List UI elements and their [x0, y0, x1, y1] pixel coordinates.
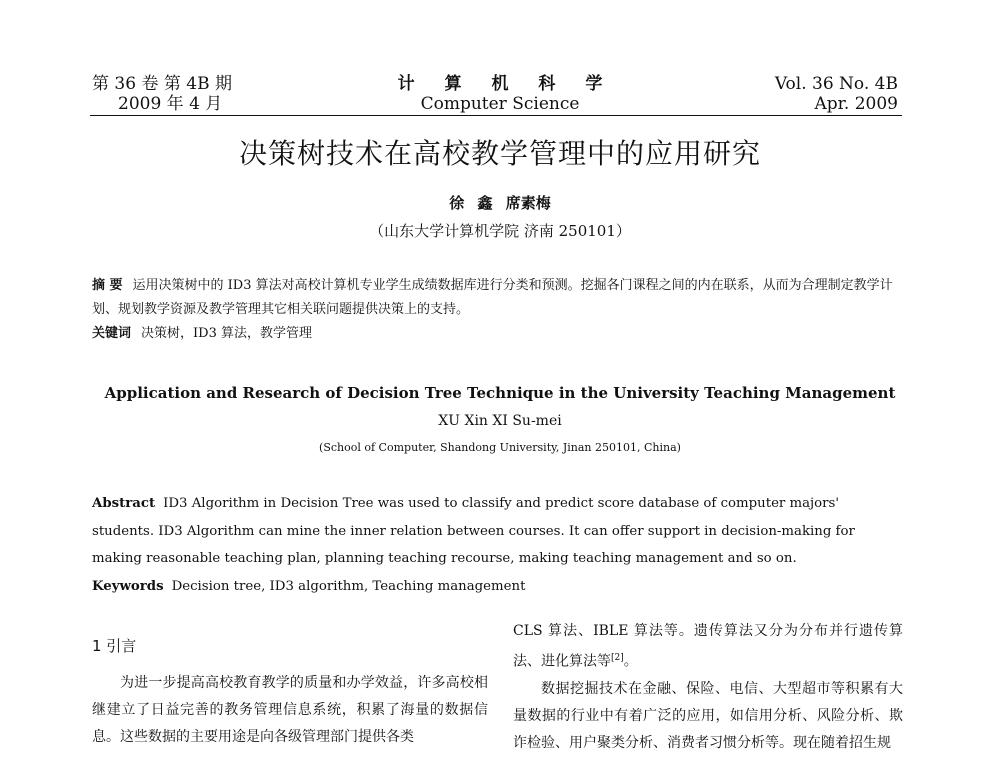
affiliation-en: (School of Computer, Shandong University, Jinan 250101, China) [319, 441, 681, 454]
header-journal [380, 74, 620, 114]
header-rule [90, 115, 902, 116]
volume-cn: 第 36 卷 第 4B 期 [92, 74, 232, 94]
citation-ref: [2] [611, 653, 624, 663]
paper-title-cn: 决策树技术在高校教学管理中的应用研究 [238, 137, 761, 170]
abstract-en-label: Abstract [92, 496, 156, 511]
header-volume-date-cn [92, 74, 232, 114]
abstract-cn-block [92, 274, 900, 346]
abstract-cn [92, 274, 900, 322]
abstract-en-text: ID3 Algorithm in Decision Tree was used to classify and predict score database of computer majors' students. ID3 Algorithm can mine the inner relation between courses. It can offer support in decision-making for making reasonable teaching plan, planning teaching recourse, making teaching management and so on. [92, 496, 855, 566]
keywords-cn [92, 322, 900, 346]
keywords-cn-text: 决策树，ID3 算法，教学管理 [141, 326, 312, 341]
authors-cn: 徐 鑫 席素梅 [449, 194, 551, 212]
intro-paragraph-2: 数据挖掘技术在金融、保险、电信、大型超市等积累有大量数据的行业中有着广泛的应用，如信用分析、风险分析、欺诈检验、用户聚类分析、消费者习惯分析等。现在随着招生规 [513, 680, 903, 751]
volume-en: Vol. 36 No. 4B [774, 74, 898, 94]
intro-paragraph-continued [513, 618, 903, 676]
intro-paragraph-continued-text: CLS 算法、IBLE 算法等。遗传算法又分为分布并行遗传算法、进化算法等 [513, 623, 903, 670]
keywords-en-label: Keywords [92, 578, 164, 594]
section-heading: 1 引言 [92, 637, 137, 655]
body-right-column [513, 618, 903, 757]
intro-paragraph-continued-end: 。 [623, 653, 638, 670]
journal-name-cn: 计 算 机 科 学 [397, 74, 615, 94]
keywords-en [92, 573, 900, 601]
abstract-cn-text: 运用决策树中的 ID3 算法对高校计算机专业学生成绩数据库进行分类和预测。挖掘各门课程之间的内在联系，从而为合理制定教学计划、规划教学资源及教学管理其它相关联问题提供决策上的支持。 [92, 278, 893, 317]
journal-name-en: Computer Science [420, 94, 580, 114]
affiliation-cn: （山东大学计算机学院 济南 250101） [369, 222, 631, 240]
keywords-cn-label: 关键词 [92, 326, 132, 341]
date-en: Apr. 2009 [814, 94, 898, 114]
intro-paragraph-1: 为进一步提高高校教育教学的质量和办学效益，许多高校相继建立了日益完善的教务管理信息系统，积累了海量的数据信息。这些数据的主要用途是向各级管理部门提供各类 [92, 675, 488, 745]
date-cn: 2009 年 4 月 [118, 94, 223, 114]
abstract-en [92, 490, 900, 573]
body-left-column [92, 633, 488, 751]
authors-en: XU Xin XI Su-mei [438, 413, 562, 429]
abstract-en-block [92, 490, 900, 600]
paper-title-en: Application and Research of Decision Tree Technique in the University Teaching Management [104, 384, 896, 402]
abstract-cn-label: 摘 要 [92, 278, 123, 293]
keywords-en-text: Decision tree, ID3 algorithm, Teaching management [171, 578, 526, 594]
header-volume-date-en [775, 74, 898, 114]
